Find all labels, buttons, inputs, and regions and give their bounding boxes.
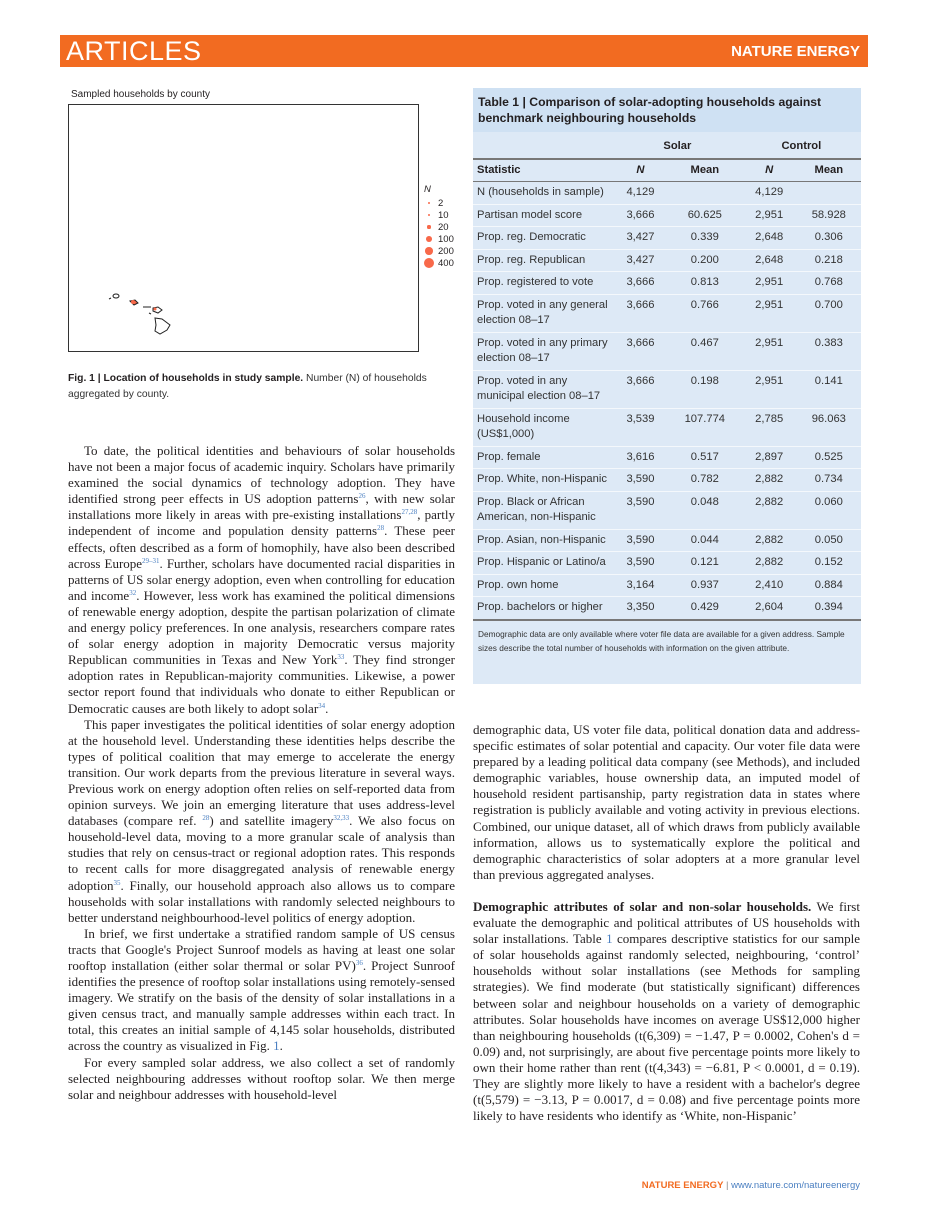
table-row bbox=[473, 446, 861, 469]
hawaii-map bbox=[69, 105, 418, 351]
table-row bbox=[473, 249, 861, 272]
value-cell: 2,951 bbox=[755, 276, 784, 288]
value-cell: 0.768 bbox=[814, 276, 843, 288]
table-row bbox=[473, 408, 861, 446]
value-cell: 0.813 bbox=[690, 276, 719, 288]
citation-ref[interactable]: 33 bbox=[337, 653, 345, 662]
table-row bbox=[473, 227, 861, 250]
journal-name: NATURE ENERGY bbox=[731, 43, 860, 60]
statistic-cell: Partisan model score bbox=[477, 208, 583, 221]
value-cell: 0.121 bbox=[690, 556, 719, 568]
value-cell: 4,129 bbox=[626, 186, 655, 198]
citation-ref[interactable]: 32,33 bbox=[333, 814, 350, 823]
text-segment: , with new solar installations more likely in areas with pre-existing installations bbox=[68, 491, 455, 523]
legend-title: N bbox=[424, 184, 431, 195]
text-segment: This paper investigates the political identities of solar energy adoption at the household level. Understanding these identities helps describe the types of political coalition that may emerge to accelerate the energy transition. Our work departs from the previous literature in several ways. Previous work on energy adoption often relies on self-reported data from opinion surveys. We join an emerging literature that uses address-level databases (compare ref. bbox=[68, 716, 455, 829]
table-row bbox=[473, 574, 861, 597]
value-cell: 2,882 bbox=[755, 556, 784, 568]
value-cell: 0.050 bbox=[814, 533, 843, 546]
value-cell: 58.928 bbox=[811, 208, 846, 221]
value-cell: 4,129 bbox=[755, 186, 784, 198]
legend-item bbox=[424, 233, 454, 245]
value-cell: 2,951 bbox=[755, 336, 784, 349]
value-cell: 0.048 bbox=[690, 495, 719, 508]
citation-ref[interactable]: 35 bbox=[113, 878, 121, 887]
text-segment: We first evaluate the demographic and political attributes of US households with solar installations. Table bbox=[473, 898, 860, 947]
legend-label: 10 bbox=[438, 209, 449, 221]
value-cell: 2,882 bbox=[755, 533, 784, 546]
value-cell: 3,539 bbox=[626, 412, 655, 425]
value-cell: 0.734 bbox=[814, 473, 843, 485]
value-cell: 2,951 bbox=[755, 208, 784, 221]
statistic-cell: Prop. reg. Republican bbox=[477, 253, 586, 266]
value-cell: 3,590 bbox=[626, 556, 655, 568]
legend-dot bbox=[424, 258, 434, 268]
value-cell: 0.517 bbox=[690, 450, 719, 463]
figure-caption-title: Fig. 1 | Location of households in study sample. bbox=[68, 373, 304, 384]
value-cell: 2,648 bbox=[755, 253, 784, 266]
table-row bbox=[473, 552, 861, 575]
section-label: ARTICLES bbox=[66, 36, 202, 66]
statistic-cell: Prop. Asian, non-Hispanic bbox=[477, 533, 606, 546]
table-1 bbox=[473, 88, 861, 684]
legend-item bbox=[424, 245, 454, 257]
text-segment: . Further, scholars have documented racial disparities in patterns of US solar energy adoption, even when controlling for education and income bbox=[68, 555, 455, 603]
column-header: N bbox=[613, 159, 668, 182]
text-segment: . bbox=[325, 700, 329, 716]
data-point bbox=[131, 300, 135, 304]
text-segment: . We also focus on household-level data, moving to a more granular scale of analysis than studies that rely on census-tract or regional adoption rates. This responds to recent calls for more disaggregated analysis of renewable energy adoption bbox=[68, 813, 455, 893]
text-segment: . However, less work has examined the political dimensions of renewable energy adoption, despite the partisan polarization of climate and energy policy preferences. In one analysis, researchers compare rates of solar energy adoption in majority Democratic versus majority Republican communities in Texas and New York bbox=[68, 587, 455, 668]
table-row bbox=[473, 491, 861, 529]
citation-ref[interactable]: 28 bbox=[377, 524, 385, 533]
island-hawaii bbox=[155, 318, 170, 334]
legend-dot bbox=[427, 225, 430, 228]
statistic-cell: Prop. reg. Democratic bbox=[477, 231, 586, 243]
value-cell: 3,590 bbox=[626, 473, 655, 485]
citation-ref[interactable]: 26 bbox=[358, 492, 366, 501]
statistic-cell: Prop. bachelors or higher bbox=[477, 601, 603, 613]
legend-label: 2 bbox=[438, 197, 444, 209]
text-segment: For every sampled solar address, we also collect a set of randomly selected neighbouring addresses without rooftop solar. We then merge solar and neighbour addresses with household-level bbox=[68, 1054, 455, 1102]
value-cell: 0.306 bbox=[814, 231, 843, 243]
value-cell: 0.766 bbox=[690, 298, 719, 311]
value-cell: 3,666 bbox=[626, 276, 655, 288]
footer-url[interactable]: www.nature.com/natureenergy bbox=[731, 1180, 860, 1191]
table-caption: Table 1 | Comparison of solar-adopting households against benchmark neighbouring households bbox=[473, 88, 861, 132]
legend-dot bbox=[425, 247, 432, 254]
table-row bbox=[473, 204, 861, 227]
legend-label: 200 bbox=[438, 245, 454, 257]
statistic-cell: Prop. own home bbox=[477, 578, 559, 591]
table-row bbox=[473, 529, 861, 552]
legend-label: 20 bbox=[438, 221, 449, 233]
value-cell: 3,164 bbox=[626, 578, 655, 591]
value-cell: 0.141 bbox=[814, 374, 843, 387]
value-cell: 0.152 bbox=[814, 556, 843, 568]
paragraph bbox=[68, 443, 455, 717]
value-cell: 2,882 bbox=[755, 495, 784, 508]
citation-ref[interactable]: 34 bbox=[318, 701, 326, 710]
legend-item bbox=[424, 197, 454, 209]
text-segment: , partly independent of income and population density patterns bbox=[68, 507, 455, 539]
value-cell: 0.383 bbox=[814, 336, 843, 349]
figure-ref-link[interactable]: 1 bbox=[273, 1038, 280, 1054]
value-cell: 0.700 bbox=[814, 298, 843, 311]
legend-label: 400 bbox=[438, 257, 454, 269]
figure-caption-text: Number (N) of households aggregated by county. bbox=[68, 373, 427, 400]
paragraph bbox=[68, 1055, 455, 1103]
value-cell: 3,590 bbox=[626, 495, 655, 508]
citation-ref[interactable]: 27,28 bbox=[401, 508, 418, 517]
figure-caption bbox=[68, 371, 458, 403]
map-legend bbox=[424, 184, 454, 269]
value-cell bbox=[668, 182, 742, 205]
body-text-right bbox=[473, 722, 860, 1124]
value-cell: 2,410 bbox=[755, 578, 784, 591]
value-cell: 3,616 bbox=[626, 450, 655, 463]
value-cell: 2,897 bbox=[755, 450, 784, 463]
value-cell: 0.884 bbox=[814, 578, 843, 591]
value-cell: 2,785 bbox=[755, 412, 784, 425]
value-cell: 0.218 bbox=[814, 253, 843, 266]
island-niihau bbox=[109, 298, 111, 299]
value-cell: 0.525 bbox=[814, 450, 843, 463]
statistic-cell: Household income (US$1,000) bbox=[477, 412, 570, 440]
citation-ref[interactable]: 32 bbox=[129, 588, 137, 597]
statistic-cell: Prop. Hispanic or Latino/a bbox=[477, 556, 606, 568]
legend-dot bbox=[428, 214, 431, 217]
value-cell: 3,350 bbox=[626, 601, 655, 613]
text-segment: . Project Sunroof identifies the presence of rooftop solar installations using remotely-sensed imagery. We stratify on the basis of the density of solar installations in a given census tract, and manually sample addresses within each tract. In total, this creates an initial sample of 4,145 solar households, distributed across the country as visualized in Fig. bbox=[68, 958, 456, 1054]
value-cell: 3,666 bbox=[626, 298, 655, 311]
value-cell: 3,666 bbox=[626, 374, 655, 387]
statistic-cell: N (households in sample) bbox=[477, 186, 604, 198]
page-footer bbox=[642, 1180, 860, 1191]
text-segment: . These peer effects, often described as a form of homophily, have also been described across Europe bbox=[68, 523, 455, 571]
value-cell: 0.394 bbox=[814, 601, 843, 613]
value-cell: 0.198 bbox=[690, 374, 719, 387]
legend-dot bbox=[428, 202, 430, 204]
citation-ref[interactable]: 29–31 bbox=[142, 556, 160, 565]
value-cell: 2,951 bbox=[755, 374, 784, 387]
text-segment: compares descriptive statistics for our sample of solar households against randomly selected, neighbouring, ‘control’ households without solar installations (see Methods for sampling strategies). We find moderate (but statistically significant) differences between solar and neighbour households on a variety of demographic attributes. Solar households have incomes on average US$12,000 higher than neighbouring households (t(6,309) = −1.47, P = 0.0002, Cohen's d = 0.09) and, not surprisingly, are about five percentage points more likely to own their home rather than rent (t(4,343) = −6.81, P < 0.0001, d = 0.19). They are slightly more likely to have a resident with a bachelor's degree (t(5,579) = −3.13, P = 0.0017, d = 0.08) and five percentage points more likely to have residents who identify as ‘White, non-Hispanic’ bbox=[473, 931, 860, 1124]
table-row bbox=[473, 469, 861, 492]
page-header bbox=[60, 35, 868, 67]
paragraph bbox=[68, 717, 455, 926]
statistic-cell: Prop. White, non-Hispanic bbox=[477, 473, 607, 485]
table-row bbox=[473, 294, 861, 332]
footer-separator: | bbox=[723, 1180, 732, 1191]
value-cell: 107.774 bbox=[684, 412, 726, 425]
table-row bbox=[473, 597, 861, 620]
legend-label: 100 bbox=[438, 233, 454, 245]
value-cell: 0.200 bbox=[690, 253, 719, 266]
body-text-left bbox=[68, 443, 455, 1103]
value-cell: 0.937 bbox=[690, 578, 719, 591]
column-header: Mean bbox=[668, 159, 742, 182]
statistic-cell: Prop. voted in any primary election 08–17 bbox=[477, 336, 608, 364]
map-panel bbox=[68, 104, 419, 352]
value-cell: 3,427 bbox=[626, 231, 655, 243]
value-cell: 3,427 bbox=[626, 253, 655, 266]
statistic-cell: Prop. Black or African American, non-Hispanic bbox=[477, 495, 596, 523]
column-header: Mean bbox=[797, 159, 861, 182]
value-cell: 2,951 bbox=[755, 298, 784, 311]
table-row bbox=[473, 182, 861, 205]
table-note: Demographic data are only available where voter file data are available for a given address. Sample sizes describe the total number of households with information on the given attribute. bbox=[478, 628, 845, 653]
value-cell: 0.467 bbox=[690, 336, 719, 349]
figure-ref-link[interactable]: 1 bbox=[606, 931, 613, 947]
text-segment: ) and satellite imagery bbox=[209, 813, 334, 829]
footer-journal: NATURE ENERGY bbox=[641, 1180, 724, 1191]
value-cell: 0.429 bbox=[690, 601, 719, 613]
value-cell: 0.060 bbox=[814, 495, 843, 508]
table-row bbox=[473, 332, 861, 370]
statistic-cell: Prop. voted in any municipal election 08–17 bbox=[477, 374, 601, 402]
legend-item bbox=[424, 221, 454, 233]
value-cell: 0.044 bbox=[690, 533, 719, 546]
island-kauai bbox=[113, 294, 119, 298]
table-row bbox=[473, 370, 861, 408]
section-heading: Demographic attributes of solar and non-solar households. bbox=[473, 898, 812, 914]
value-cell bbox=[797, 182, 861, 205]
paragraph bbox=[473, 899, 860, 1124]
legend-item bbox=[424, 257, 454, 269]
text-segment: . Finally, our household approach also allows us to compare households with solar installations with randomly selected neighbours to better understand neighbourhood-level politics of energy adoption. bbox=[68, 877, 455, 925]
text-segment: To date, the political identities and behaviours of solar households have not been a major focus of academic inquiry. Scholars have primarily examined the social dynamics of technology adoption. They have identified strong peer effects in US adoption patterns bbox=[68, 443, 455, 507]
column-header: Statistic bbox=[473, 159, 613, 182]
paragraph bbox=[68, 926, 455, 1055]
legend-item bbox=[424, 209, 454, 221]
value-cell: 3,666 bbox=[626, 336, 655, 349]
paragraph: demographic data, US voter file data, political donation data and address-specific estimates of solar potential and capacity. Our voter file data were prepared by a leading political data company (see Methods), and included demographic variables, house ownership data, an imputed model of household resident partisanship, party registration data in states where registration is publicly available and voting activity in previous elections. Combined, our unique dataset, all of which draws from publicly available information, allows us to systematically explore the political and demographic characteristics of solar adopters at a more granular level than previous aggregated analyses. bbox=[473, 722, 860, 882]
value-cell: 96.063 bbox=[811, 412, 846, 425]
statistic-cell: Prop. female bbox=[477, 450, 541, 463]
map-title: Sampled households by county bbox=[71, 89, 210, 100]
text-segment: . bbox=[279, 1038, 283, 1054]
column-header: N bbox=[742, 159, 797, 182]
table-row bbox=[473, 272, 861, 295]
value-cell: 0.339 bbox=[690, 231, 719, 243]
statistic-cell: Prop. registered to vote bbox=[477, 276, 594, 288]
statistic-cell: Prop. voted in any general election 08–17 bbox=[477, 298, 608, 326]
data-point bbox=[154, 308, 157, 311]
value-cell: 2,648 bbox=[755, 231, 784, 243]
citation-ref[interactable]: 28 bbox=[202, 814, 210, 823]
citation-ref[interactable]: 36 bbox=[355, 959, 363, 967]
value-cell: 2,882 bbox=[755, 473, 784, 485]
island-lanai bbox=[149, 313, 151, 314]
value-cell: 2,604 bbox=[755, 601, 784, 613]
value-cell: 0.782 bbox=[690, 473, 719, 485]
group-header-control: Control bbox=[781, 140, 822, 152]
legend-dot bbox=[426, 236, 432, 242]
text-segment: . They find stronger adoption rates in Republican-majority communities. Likewise, a power sector report found that individuals who donate to either Republican or Democratic causes are both likely to adopt solar bbox=[68, 652, 455, 716]
value-cell: 60.625 bbox=[687, 208, 722, 221]
text-segment: In brief, we first undertake a stratified random sample of US census tracts that Google's Project Sunroof models as having at least one solar rooftop installation (either solar thermal or solar PV) bbox=[68, 925, 455, 973]
value-cell: 3,666 bbox=[626, 208, 655, 221]
value-cell: 3,590 bbox=[626, 533, 655, 546]
group-header-solar: Solar bbox=[663, 140, 692, 152]
